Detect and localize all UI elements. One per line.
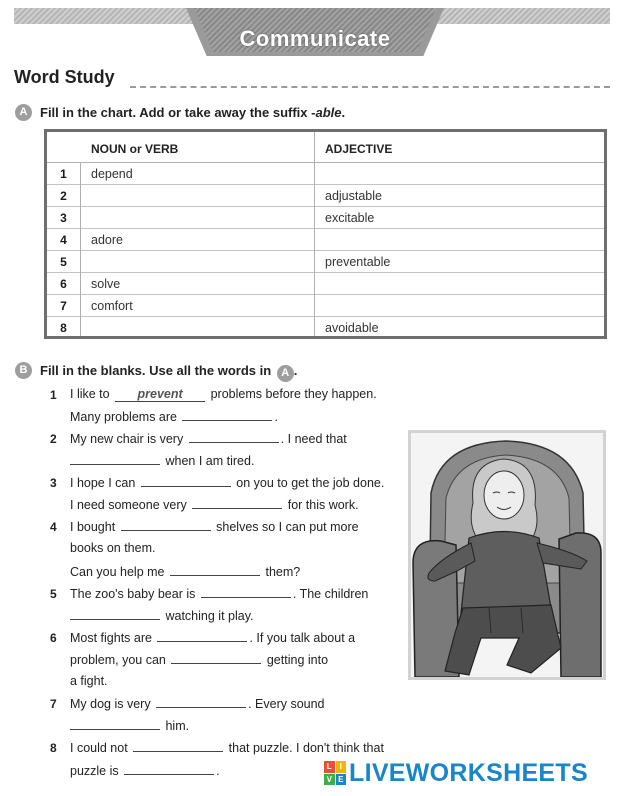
text: . I need that [280,432,347,446]
row-number: 2 [60,189,67,203]
item-3-line-2 [70,497,359,512]
row-number: 3 [60,211,67,225]
text: watching it play. [165,609,254,623]
noun-cell[interactable]: adore [91,233,123,247]
text: getting into [266,653,329,667]
answer-blank[interactable] [156,696,246,708]
answer-blank[interactable] [157,630,247,642]
text: I could not [70,741,128,755]
noun-cell[interactable]: solve [91,277,121,291]
liveworksheets-watermark [324,760,588,786]
answer-blank[interactable] [121,519,211,531]
answer-blank[interactable] [70,453,160,465]
text: problem, you can [70,653,166,667]
text: My new chair is very [70,432,184,446]
adjective-cell[interactable]: preventable [325,255,391,269]
item-8-line-2 [70,763,220,778]
answer-blank[interactable] [124,763,214,775]
liveworksheets-logo-icon [324,761,346,785]
noun-cell[interactable]: comfort [91,299,133,313]
text: I hope I can [70,476,136,490]
item-2-line-1 [70,431,347,446]
chart-row [47,207,604,229]
item-5-line-1 [70,586,368,601]
exercise-a-badge: A [15,104,32,121]
item-6-line-1 [70,630,355,645]
text: for this work. [287,498,359,512]
exercise-b-instruction [40,363,297,381]
item-7-line-2 [70,718,189,733]
text: . [216,764,220,778]
text: shelves so I can put more [216,520,359,534]
text: . Every sound [248,697,325,711]
item-number: 8 [50,741,57,755]
word-chart [44,129,607,339]
item-8-line-1 [70,740,384,755]
text: . If you talk about a [249,631,356,645]
column-divider [80,163,81,336]
chart-header-row [47,132,604,163]
item-7-line-1 [70,696,325,711]
adjective-cell[interactable]: excitable [325,211,375,225]
item-number: 3 [50,476,57,490]
noun-cell[interactable]: depend [91,167,133,181]
text: when I am tired. [165,454,255,468]
answer-blank[interactable] [133,740,223,752]
item-number: 6 [50,631,57,645]
answer-blank[interactable] [170,564,260,576]
item-number: 2 [50,432,57,446]
row-number: 1 [60,167,67,181]
answer-blank[interactable] [201,586,291,598]
item-number: 7 [50,697,57,711]
logo-letter: I [336,761,347,773]
chart-grid [47,132,604,336]
illustration-girl-in-armchair [408,430,606,680]
text: I bought [70,520,116,534]
exercise-a-instruction [40,105,345,120]
section-title: Word Study [14,67,115,87]
text: them? [265,565,301,579]
text: My dog is very [70,697,151,711]
item-4-line-3 [70,564,300,579]
row-number: 4 [60,233,67,247]
armchair-illustration [411,433,603,677]
answer-blank[interactable] [192,497,282,509]
answer-blank[interactable] [189,431,279,443]
chart-row [47,163,604,185]
chart-row [47,251,604,273]
item-1-line-1 [70,387,377,402]
answer-blank[interactable] [70,608,160,620]
text: him. [165,719,190,733]
chart-row [47,185,604,207]
instruction-end: . [293,363,298,378]
instruction-main: Fill in the chart. Add or take away the suffix [40,105,312,120]
text: Most fights are [70,631,152,645]
chart-row [47,295,604,317]
row-number: 5 [60,255,67,269]
text: Can you help me [70,565,165,579]
row-number: 6 [60,277,67,291]
watermark-text: LIVEWORKSHEETS [349,758,588,787]
item-6-line-2 [70,652,328,667]
text: that puzzle. I don't think that [228,741,384,755]
item-1-line-2 [70,409,278,424]
chart-row [47,273,604,295]
exercise-b-badge: B [15,362,32,379]
item-4-line-2: books on them. [70,541,156,555]
text: Many problems are [70,410,177,424]
row-number: 7 [60,299,67,313]
answer-blank[interactable]: prevent [115,388,205,402]
item-number: 1 [50,388,57,402]
item-number: 4 [50,520,57,534]
text: . The children [292,587,369,601]
instruction-text: Fill in the blanks. Use all the words in [40,363,272,378]
item-2-line-2 [70,453,254,468]
item-5-line-2 [70,608,254,623]
chart-row [47,317,604,339]
logo-letter: V [324,774,335,786]
item-6-line-3: a fight. [70,674,108,688]
logo-letter: E [336,774,347,786]
adjective-cell[interactable]: adjustable [325,189,382,203]
text: . [274,410,278,424]
header-noun-verb: NOUN or VERB [91,142,179,156]
text: I like to [70,387,110,401]
instruction-end: . [341,105,346,120]
column-divider [314,132,315,336]
logo-letter: L [324,761,335,773]
answer-blank[interactable] [182,409,272,421]
item-4-line-1 [70,519,359,534]
item-number: 5 [50,587,57,601]
text: puzzle is [70,764,119,778]
banner-title: Communicate [239,26,391,51]
chart-row [47,229,604,251]
item-3-line-1 [70,475,384,490]
adjective-cell[interactable]: avoidable [325,321,379,335]
answer-blank[interactable] [171,652,261,664]
text: I need someone very [70,498,187,512]
text: The zoo's baby bear is [70,587,196,601]
text: on you to get the job done. [236,476,385,490]
row-number: 8 [60,321,67,335]
section-rule [130,86,610,88]
header-adjective: ADJECTIVE [325,142,393,156]
instruction-suffix: -able [311,105,342,120]
answer-blank[interactable] [141,475,231,487]
answer-blank[interactable] [70,718,160,730]
text: problems before they happen. [210,387,377,401]
inline-a-badge: A [277,365,294,382]
